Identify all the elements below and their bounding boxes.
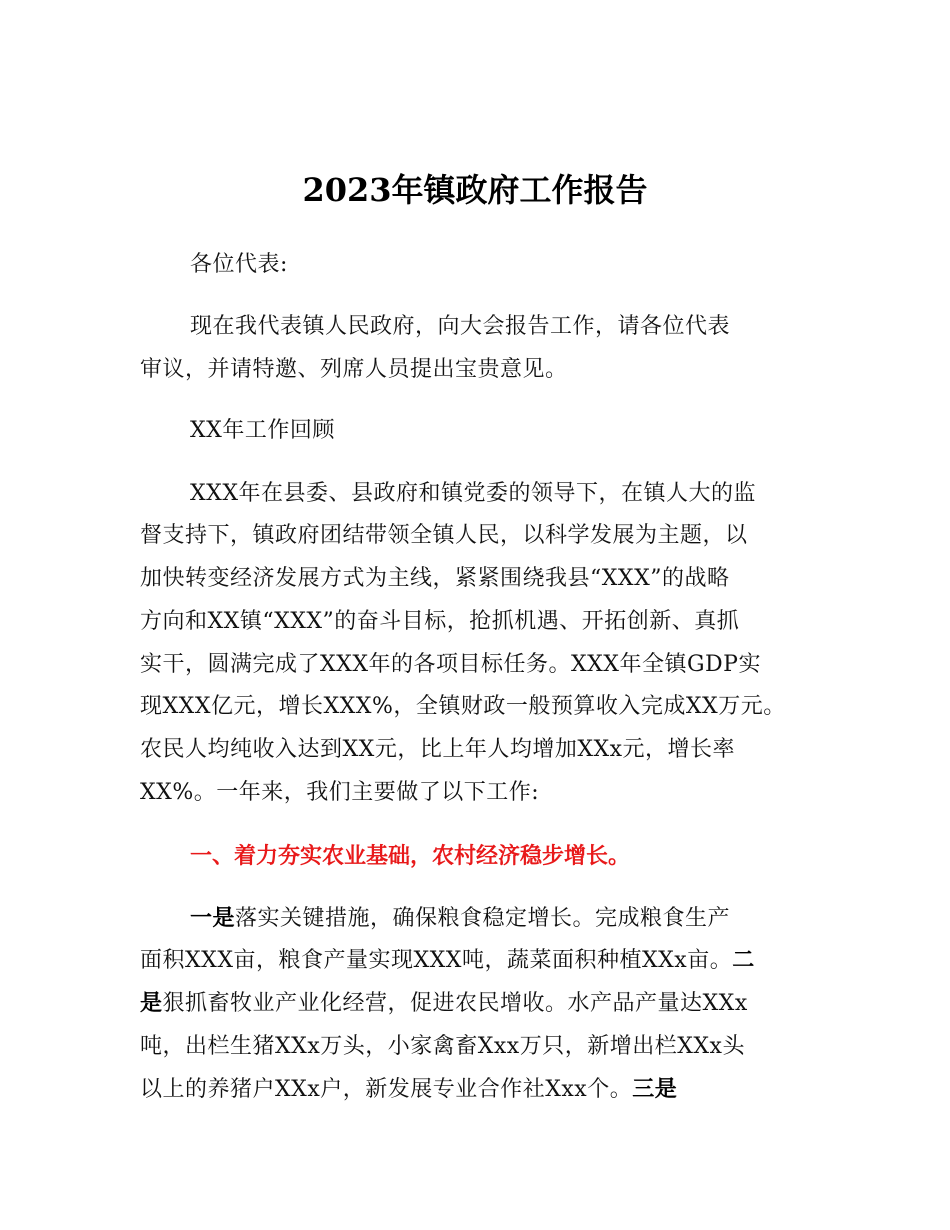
agri-line-1 xyxy=(190,904,730,934)
intro-line-1: 现在我代表镇人民政府，向大会报告工作，请各位代表 xyxy=(190,314,731,339)
agri-line-2 xyxy=(140,946,755,976)
review-line-5: 实干，圆满完成了XXX年的各项目标任务。XXX年全镇GDP实 xyxy=(140,652,761,677)
bold-marker: 二 xyxy=(732,948,755,973)
document-title: 2023年镇政府工作报告 xyxy=(302,171,648,209)
section-review-heading: XX年工作回顾 xyxy=(190,418,335,443)
intro-line-2: 审议，并请特邀、列席人员提出宝贵意见。 xyxy=(140,357,568,382)
agri-line-4: 吨，出栏生猪XXx万头，小家禽畜Xxx万只，新增出栏XXx头 xyxy=(140,1034,745,1059)
agri-line-3-text: 狠抓畜牧业产业化经营，促进农民增收。水产品产量达XXx xyxy=(162,991,748,1016)
salutation: 各位代表: xyxy=(190,252,288,277)
review-line-6: 现XXX亿元，增长XXX%，全镇财政一般预算收入完成XX万元。 xyxy=(140,694,786,719)
review-line-7: 农民人均纯收入达到XX元，比上年人均增加XXx元，增长率 xyxy=(140,737,736,762)
agri-line-5 xyxy=(140,1075,677,1105)
review-line-2: 督支持下，镇政府团结带领全镇人民，以科学发展为主题，以 xyxy=(140,523,748,548)
agri-line-1-text: 落实关键措施，确保粮食稳定增长。完成粮食生产 xyxy=(235,906,731,931)
bold-marker: 一是 xyxy=(190,906,236,931)
review-line-4: 方向和XX镇“XXX”的奋斗目标，抢抓机遇、开拓创新、真抓 xyxy=(140,609,740,634)
agri-line-5-text: 以上的养猪户XXx户，新发展专业合作社Xxx个。 xyxy=(140,1077,633,1102)
bold-marker: 三是 xyxy=(632,1077,678,1102)
review-line-8: XX%。一年来，我们主要做了以下工作: xyxy=(140,780,540,805)
section-heading-agriculture: 一、着力夯实农业基础，农村经济稳步增长。 xyxy=(190,844,631,869)
agri-line-3 xyxy=(140,989,748,1019)
review-line-3: 加快转变经济发展方式为主线，紧紧围绕我县“XXX”的战略 xyxy=(140,566,730,591)
review-line-1: XXX年在县委、县政府和镇党委的领导下，在镇人大的监 xyxy=(190,481,756,506)
bold-marker: 是 xyxy=(140,991,163,1016)
agri-line-2-text: 面积XXX亩，粮食产量实现XXX吨，蔬菜面积种植XXx亩。 xyxy=(140,948,733,973)
